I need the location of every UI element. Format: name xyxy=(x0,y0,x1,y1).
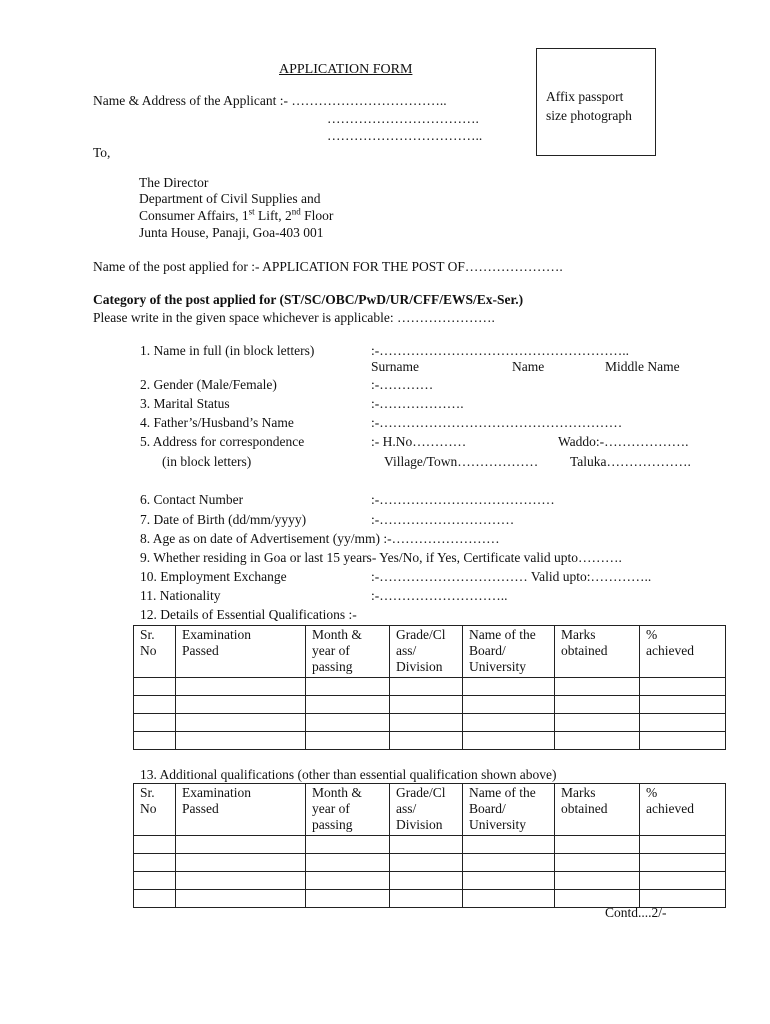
header-grade: Grade/Cl ass/ Division xyxy=(390,626,463,678)
table-row xyxy=(134,714,726,732)
header-sr: Sr. No xyxy=(134,626,176,678)
table-row xyxy=(134,732,726,750)
header-percent: % achieved xyxy=(640,626,726,678)
header-board: Name of the Board/ University xyxy=(463,626,555,678)
essential-qualifications-table xyxy=(133,625,726,750)
post-applied: Name of the post applied for :- APPLICATION FOR THE POST OF…………………. xyxy=(93,259,563,274)
table-header-row xyxy=(134,626,726,678)
footer-contd: Contd....2/- xyxy=(605,905,667,920)
photo-box-line2: size photograph xyxy=(546,108,632,123)
field-father-label: 4. Father’s/Husband’s Name xyxy=(140,415,294,430)
table-row xyxy=(134,872,726,890)
field-marital-label: 3. Marital Status xyxy=(140,396,230,411)
essential-heading: 12. Details of Essential Qualifications :- xyxy=(140,607,357,622)
field-employment-label: 10. Employment Exchange xyxy=(140,569,287,584)
field-nationality-label: 11. Nationality xyxy=(140,588,221,603)
table-row xyxy=(134,696,726,714)
header-marks: Marks obtained xyxy=(555,626,640,678)
header-exam: Examination Passed xyxy=(176,626,306,678)
to-label: To, xyxy=(93,145,111,160)
field-address-label: 5. Address for correspondence xyxy=(140,434,305,449)
field-contact-value: :-………………………………… xyxy=(371,492,555,507)
field-address-village: Village/Town……………… xyxy=(384,454,539,469)
field-dob-value: :-………………………… xyxy=(371,512,515,527)
header-grade: Grade/Cl ass/ Division xyxy=(390,784,463,836)
field-age: 8. Age as on date of Advertisement (yy/mm) :-…………………… xyxy=(140,531,500,546)
header-exam: Examination Passed xyxy=(176,784,306,836)
address-line2: Department of Civil Supplies and xyxy=(139,191,321,206)
applicant-line2: ……………………………. xyxy=(327,111,479,126)
form-title: APPLICATION FORM xyxy=(279,62,413,77)
table-row xyxy=(134,836,726,854)
category-heading: Category of the post applied for (ST/SC/OBC/PwD/UR/CFF/EWS/Ex-Ser.) xyxy=(93,292,524,307)
additional-qualifications-table xyxy=(133,783,726,908)
applicant-label: Name & Address of the Applicant :- …………………………….. xyxy=(93,93,447,108)
address-line1: The Director xyxy=(139,175,209,190)
field-contact-label: 6. Contact Number xyxy=(140,492,244,507)
field-nationality-value: :-……………………….. xyxy=(371,588,508,603)
address-line3 xyxy=(139,208,333,224)
field-name-label: 1. Name in full (in block letters) xyxy=(140,343,315,358)
additional-heading: 13. Additional qualifications (other than essential qualification shown above) xyxy=(140,767,557,782)
field-address-waddo: Waddo:-………………. xyxy=(558,434,689,449)
field-name-value: :-……………………………………………….. xyxy=(371,343,629,358)
field-address-taluka: Taluka………………. xyxy=(570,454,691,469)
applicant-line3: …………………………….. xyxy=(327,128,483,143)
header-month: Month & year of passing xyxy=(306,626,390,678)
category-instruction: Please write in the given space whichever is applicable: …………………. xyxy=(93,310,495,325)
field-gender-value: :-………… xyxy=(371,377,434,392)
header-marks: Marks obtained xyxy=(555,784,640,836)
header-board: Name of the Board/ University xyxy=(463,784,555,836)
field-address-inblock: (in block letters) xyxy=(162,454,252,469)
field-marital-value: :-………………. xyxy=(371,396,464,411)
field-employment-value: :-…………………………… Valid upto:………….. xyxy=(371,569,652,584)
address-sup-st: st xyxy=(248,206,255,217)
table-row xyxy=(134,678,726,696)
address-sup-nd: nd xyxy=(291,206,301,217)
name-name: Name xyxy=(512,359,545,374)
header-sr: Sr. No xyxy=(134,784,176,836)
header-percent: % achieved xyxy=(640,784,726,836)
address-line4: Junta House, Panaji, Goa-403 001 xyxy=(139,225,324,240)
address-line3-mid: Lift, 2 xyxy=(254,208,292,223)
address-line3-pre: Consumer Affairs, 1 xyxy=(139,208,249,223)
table-header-row xyxy=(134,784,726,836)
field-father-value: :-……………………………………………… xyxy=(371,415,623,430)
photo-box-line1: Affix passport xyxy=(546,89,624,104)
photo-box xyxy=(536,48,656,156)
field-address-hno: :- H.No………… xyxy=(371,434,467,449)
field-residing: 9. Whether residing in Goa or last 15 years- Yes/No, if Yes, Certificate valid upto………. xyxy=(140,550,622,565)
field-gender-label: 2. Gender (Male/Female) xyxy=(140,377,277,392)
name-middle: Middle Name xyxy=(605,359,680,374)
header-month: Month & year of passing xyxy=(306,784,390,836)
field-dob-label: 7. Date of Birth (dd/mm/yyyy) xyxy=(140,512,307,527)
address-line3-post: Floor xyxy=(300,208,334,223)
name-surname: Surname xyxy=(371,359,419,374)
table-row xyxy=(134,854,726,872)
